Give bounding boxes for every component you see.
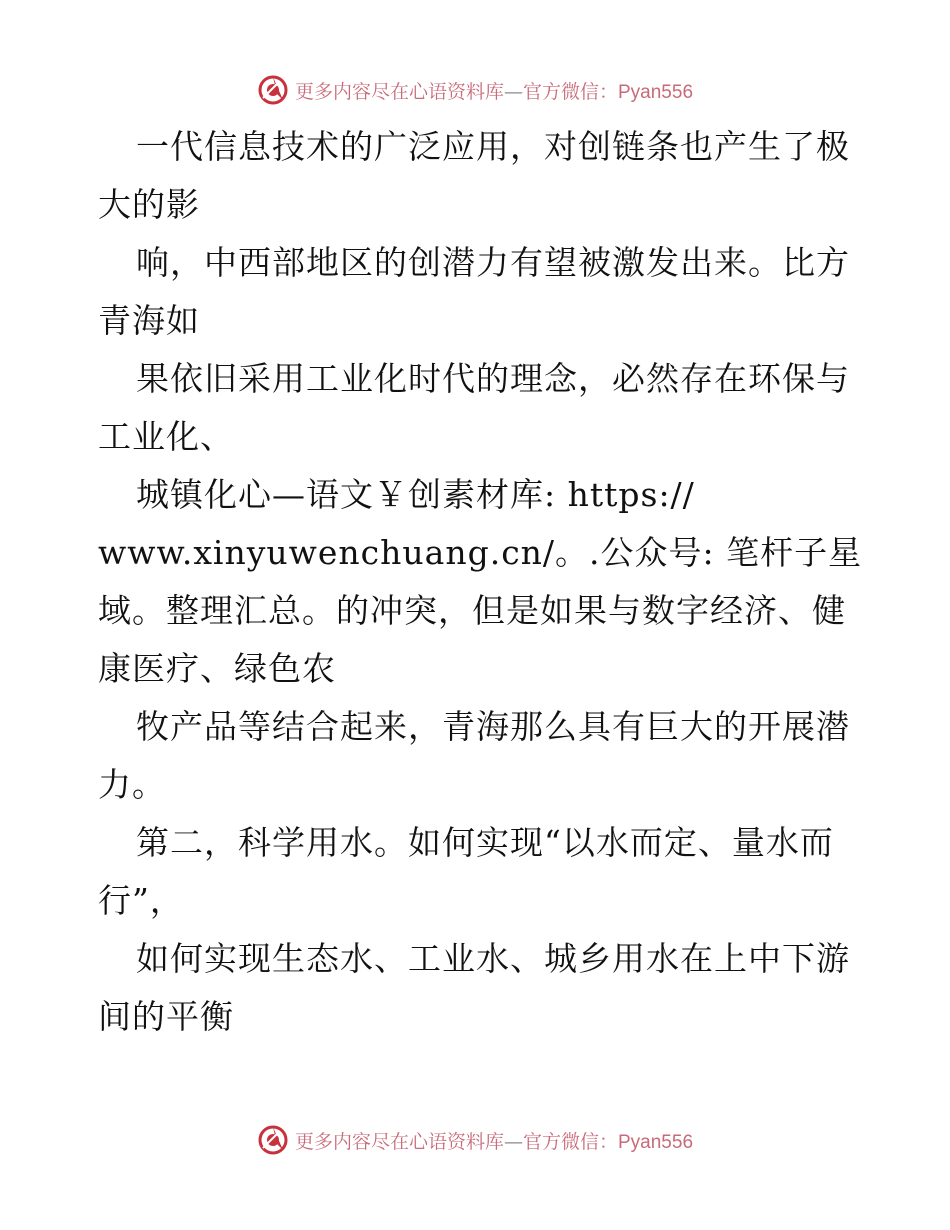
body-line: 一代信息技术的广泛应用，对创链条也产生了极 [136, 127, 850, 166]
body-line: 域。整理汇总。的冲突，但是如果与数字经济、健 [98, 591, 846, 630]
footer-banner-separator: — [503, 1130, 523, 1153]
body-line: 间的平衡 [98, 997, 234, 1036]
footer-banner [0, 1120, 950, 1160]
header-banner-text [295, 77, 693, 104]
body-line: 城镇化心—语文￥创素材库: https:// [136, 475, 695, 514]
body-line: 响，中西部地区的创潜力有望被激发出来。比方 [136, 243, 850, 282]
body-line: 果依旧采用工业化时代的理念，必然存在环保与 [136, 359, 850, 398]
body-line: www.xinyuwenchuang.cn/。.公众号: 笔杆子星 [98, 533, 863, 572]
header-banner-title: 更多内容尽在心语资料库 [294, 80, 504, 103]
header-banner-contact-id: Pyan556 [618, 81, 694, 103]
body-line: 行”， [98, 881, 184, 920]
body-line: 康医疗、绿色农 [98, 649, 336, 688]
body-line: 力。 [98, 765, 166, 804]
body-line: 如何实现生态水、工业水、城乡用水在上中下游 [136, 939, 850, 978]
body-line: 工业化、 [98, 417, 234, 456]
body-line: 青海如 [98, 301, 200, 340]
logo-icon [257, 74, 289, 106]
logo-icon [257, 1124, 289, 1156]
footer-banner-contact-label: 官方微信： [522, 1130, 618, 1153]
header-banner-contact-label: 官方微信： [522, 80, 618, 103]
footer-banner-title: 更多内容尽在心语资料库 [294, 1130, 504, 1153]
body-line: 第二，科学用水。如何实现“以水而定、量水而 [136, 823, 834, 862]
header-banner-separator: — [503, 80, 523, 103]
document-body [98, 118, 863, 1046]
body-line: 牧产品等结合起来，青海那么具有巨大的开展潜 [136, 707, 850, 746]
footer-banner-contact-id: Pyan556 [618, 1131, 694, 1153]
footer-banner-text [295, 1127, 693, 1154]
header-banner [0, 70, 950, 110]
body-line: 大的影 [98, 185, 200, 224]
